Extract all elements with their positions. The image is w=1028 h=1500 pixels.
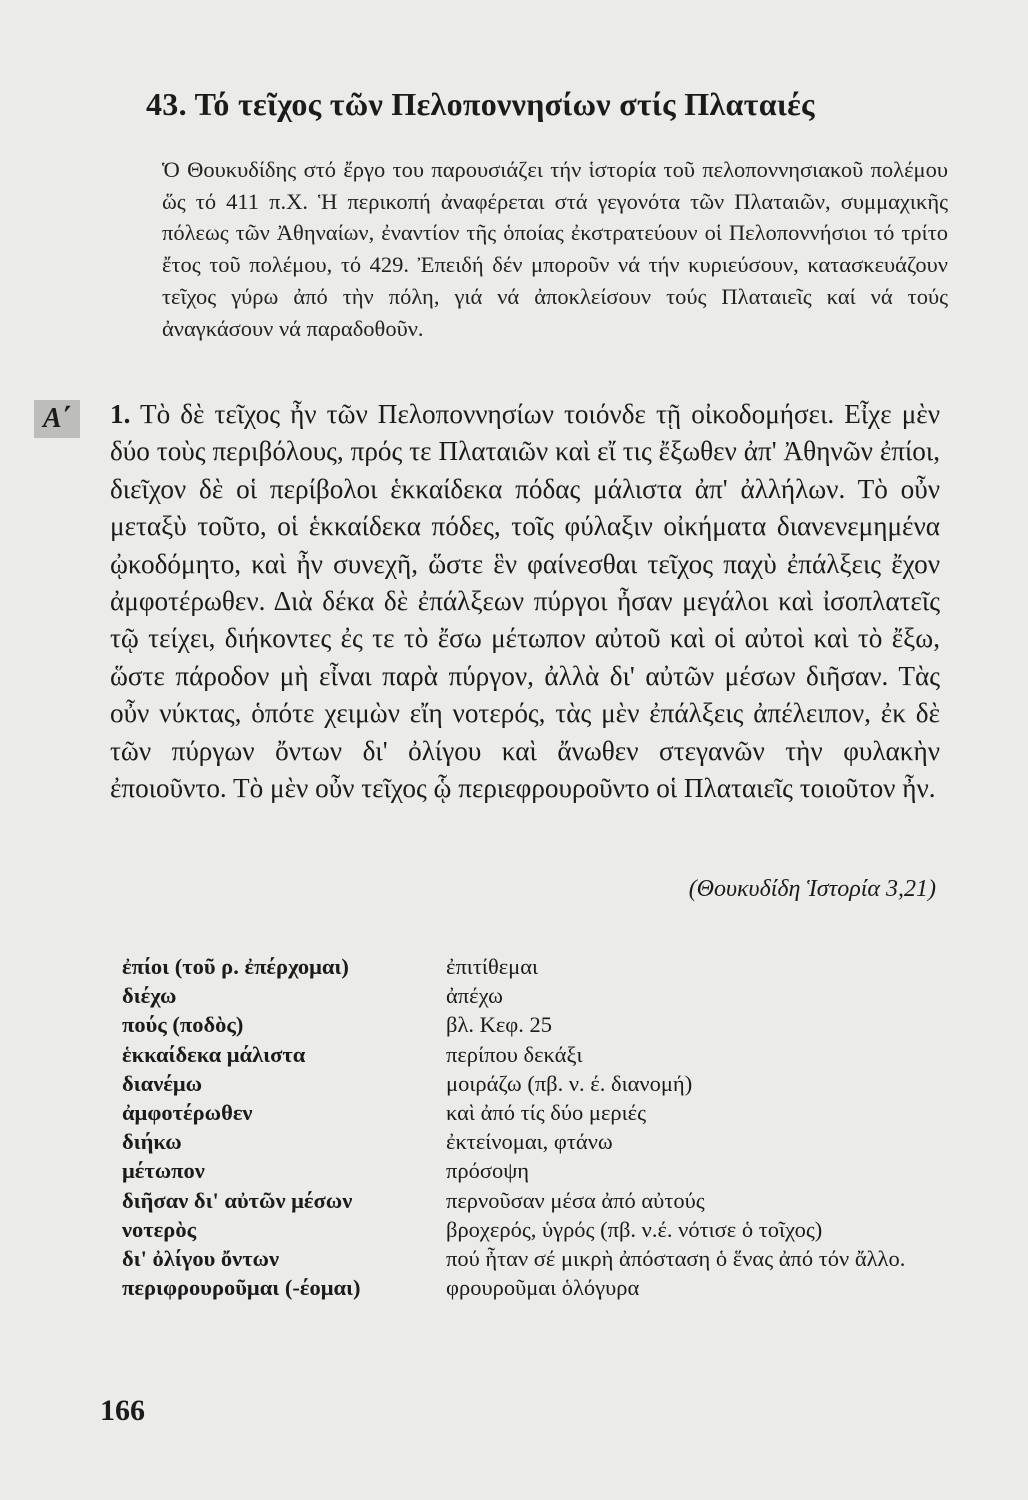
glossary-definition: ἐπιτίθεμαι bbox=[446, 954, 539, 979]
glossary bbox=[122, 952, 952, 1302]
glossary-term: διέχω bbox=[122, 983, 177, 1009]
glossary-definition: καὶ ἀπό τίς δύο μεριές bbox=[446, 1100, 647, 1126]
glossary-term: διῆσαν δι' αὐτῶν μέσων bbox=[122, 1187, 353, 1213]
section-marker: Α΄ bbox=[34, 400, 80, 438]
glossary-row bbox=[122, 1069, 952, 1098]
glossary-row bbox=[122, 1010, 952, 1039]
glossary-row bbox=[122, 1186, 952, 1215]
glossary-term: περιφρουροῦμαι (-έομαι) bbox=[122, 1275, 361, 1301]
glossary-definition: πρόσοψη bbox=[446, 1158, 530, 1184]
glossary-definition: μοιράζω (πβ. ν. έ. διανομή) bbox=[446, 1070, 693, 1096]
glossary-definition: πού ἦταν σέ μικρὴ ἀπόσταση ὁ ἕνας ἀπό τόν ἄλλο. bbox=[446, 1246, 906, 1272]
glossary-term: μέτωπον bbox=[122, 1158, 205, 1184]
source-citation: (Θουκυδίδη Ἱστορία 3,21) bbox=[688, 876, 936, 902]
glossary-row bbox=[122, 1273, 952, 1302]
glossary-term: ἐπίοι (τοῦ ρ. ἐπέρχομαι) bbox=[122, 954, 349, 979]
glossary-row bbox=[122, 981, 952, 1010]
glossary-definition: ἐκτείνομαι, φτάνω bbox=[446, 1129, 613, 1155]
glossary-definition: βλ. Κεφ. 25 bbox=[446, 1012, 553, 1038]
glossary-row bbox=[122, 952, 952, 981]
lesson-intro: Ὁ Θουκυδίδης στό ἔργο του παρουσιάζει τήν ἱστορία τοῦ πελοποννησιακοῦ πολέμου ὥς τό 411 π.Χ. Ἡ περικοπή ἀναφέρεται στά γεγονότα τῶν Πλαταιῶν, συμμαχικῆς πόλεως τῶν Ἀθηναίων, ἐναντίον τῆς ὁποίας ἐκστρατεύουν οἱ Πελοποννήσιοι τό τρίτο ἔτος τοῦ πολέμου, τό 429. Ἐπειδή δέν μποροῦν νά τήν κυριεύσουν, κατασκευάζουν τεῖχος γύρω ἀπό τὴν πόλη, γιά νά ἀποκλείσουν τούς Πλαταιεῖς καί νά τούς ἀναγκάσουν νά παραδοθοῦν. bbox=[162, 157, 948, 341]
ancient-text bbox=[110, 396, 940, 807]
glossary-row bbox=[122, 1215, 952, 1244]
glossary-row bbox=[122, 1098, 952, 1127]
glossary-term: διήκω bbox=[122, 1129, 182, 1155]
glossary-term: ἀμφοτέρωθεν bbox=[122, 1100, 253, 1126]
glossary-term: διανέμω bbox=[122, 1070, 203, 1096]
glossary-row bbox=[122, 1127, 952, 1156]
page-number: 166 bbox=[100, 1394, 145, 1427]
glossary-term: ἑκκαίδεκα μάλιστα bbox=[122, 1041, 306, 1067]
section-number: 1. bbox=[110, 399, 131, 429]
glossary-definition: βροχερός, ὑγρός (πβ. ν.έ. νότισε ὁ τοῖχος) bbox=[446, 1216, 823, 1242]
glossary-row bbox=[122, 1040, 952, 1069]
glossary-row bbox=[122, 1156, 952, 1185]
lesson-title: 43. Τό τεῖχος τῶν Πελοποννησίων στίς Πλαταιές bbox=[146, 86, 815, 122]
glossary-definition: φρουροῦμαι ὁλόγυρα bbox=[446, 1275, 640, 1301]
glossary-definition: περνοῦσαν μέσα ἀπό αὐτούς bbox=[446, 1187, 705, 1213]
glossary-term: δι' ὀλίγου ὄντων bbox=[122, 1246, 280, 1272]
glossary-definition: περίπου δεκάξι bbox=[446, 1041, 583, 1067]
glossary-row bbox=[122, 1244, 952, 1273]
glossary-term: πούς (ποδὸς) bbox=[122, 1012, 244, 1038]
glossary-definition: ἀπέχω bbox=[446, 983, 503, 1009]
glossary-term: νοτερὸς bbox=[122, 1216, 197, 1242]
ancient-text-body: Τὸ δὲ τεῖχος ἦν τῶν Πελοποννησίων τοιόνδε τῇ οἰκοδομήσει. Εἶχε μὲν δύο τοὺς περιβόλους, πρός τε Πλαταιῶν καὶ εἴ τις ἔξωθεν ἀπ' Ἀθηνῶν ἐπίοι, διεῖχον δὲ οἱ περίβολοι ἑκκαίδεκα πόδας μάλιστα ἀπ' ἀλλήλων. Τὸ οὖν μεταξὺ τοῦτο, οἱ ἑκκαίδεκα πόδες, τοῖς φύλαξιν οἰκήματα διανενεμημένα ᾠκοδόμητο, καὶ ἦν συνεχῆ, ὥστε ἓν φαίνεσθαι τεῖχος παχὺ ἐπάλξεις ἔχον ἀμφοτέρωθεν. Διὰ δέκα δὲ ἐπάλξεων πύργοι ἦσαν μεγάλοι καὶ ἰσοπλατεῖς τῷ τείχει, διήκοντες ἐς τε τὸ ἔσω μέτωπον αὐτοῦ καὶ οἱ αὐτοὶ καὶ τὸ ἔξω, ὥστε πάροδον μὴ εἶναι παρὰ πύργον, ἀλλὰ δι' αὐτῶν μέσων διῆσαν. Τὰς οὖν νύκτας, ὁπότε χειμὼν εἴη νοτερός, τὰς μὲν ἐπάλξεις ἀπέλειπον, ἐκ δὲ τῶν πύργων ὄντων δι' ὀλίγου καὶ ἄνωθεν στεγανῶν τὴν φυλακὴν ἐποιοῦντο. Τὸ μὲν οὖν τεῖχος ᾧ περιεφρουροῦντο οἱ Πλαταιεῖς τοιοῦτον ἦν. bbox=[110, 399, 940, 804]
